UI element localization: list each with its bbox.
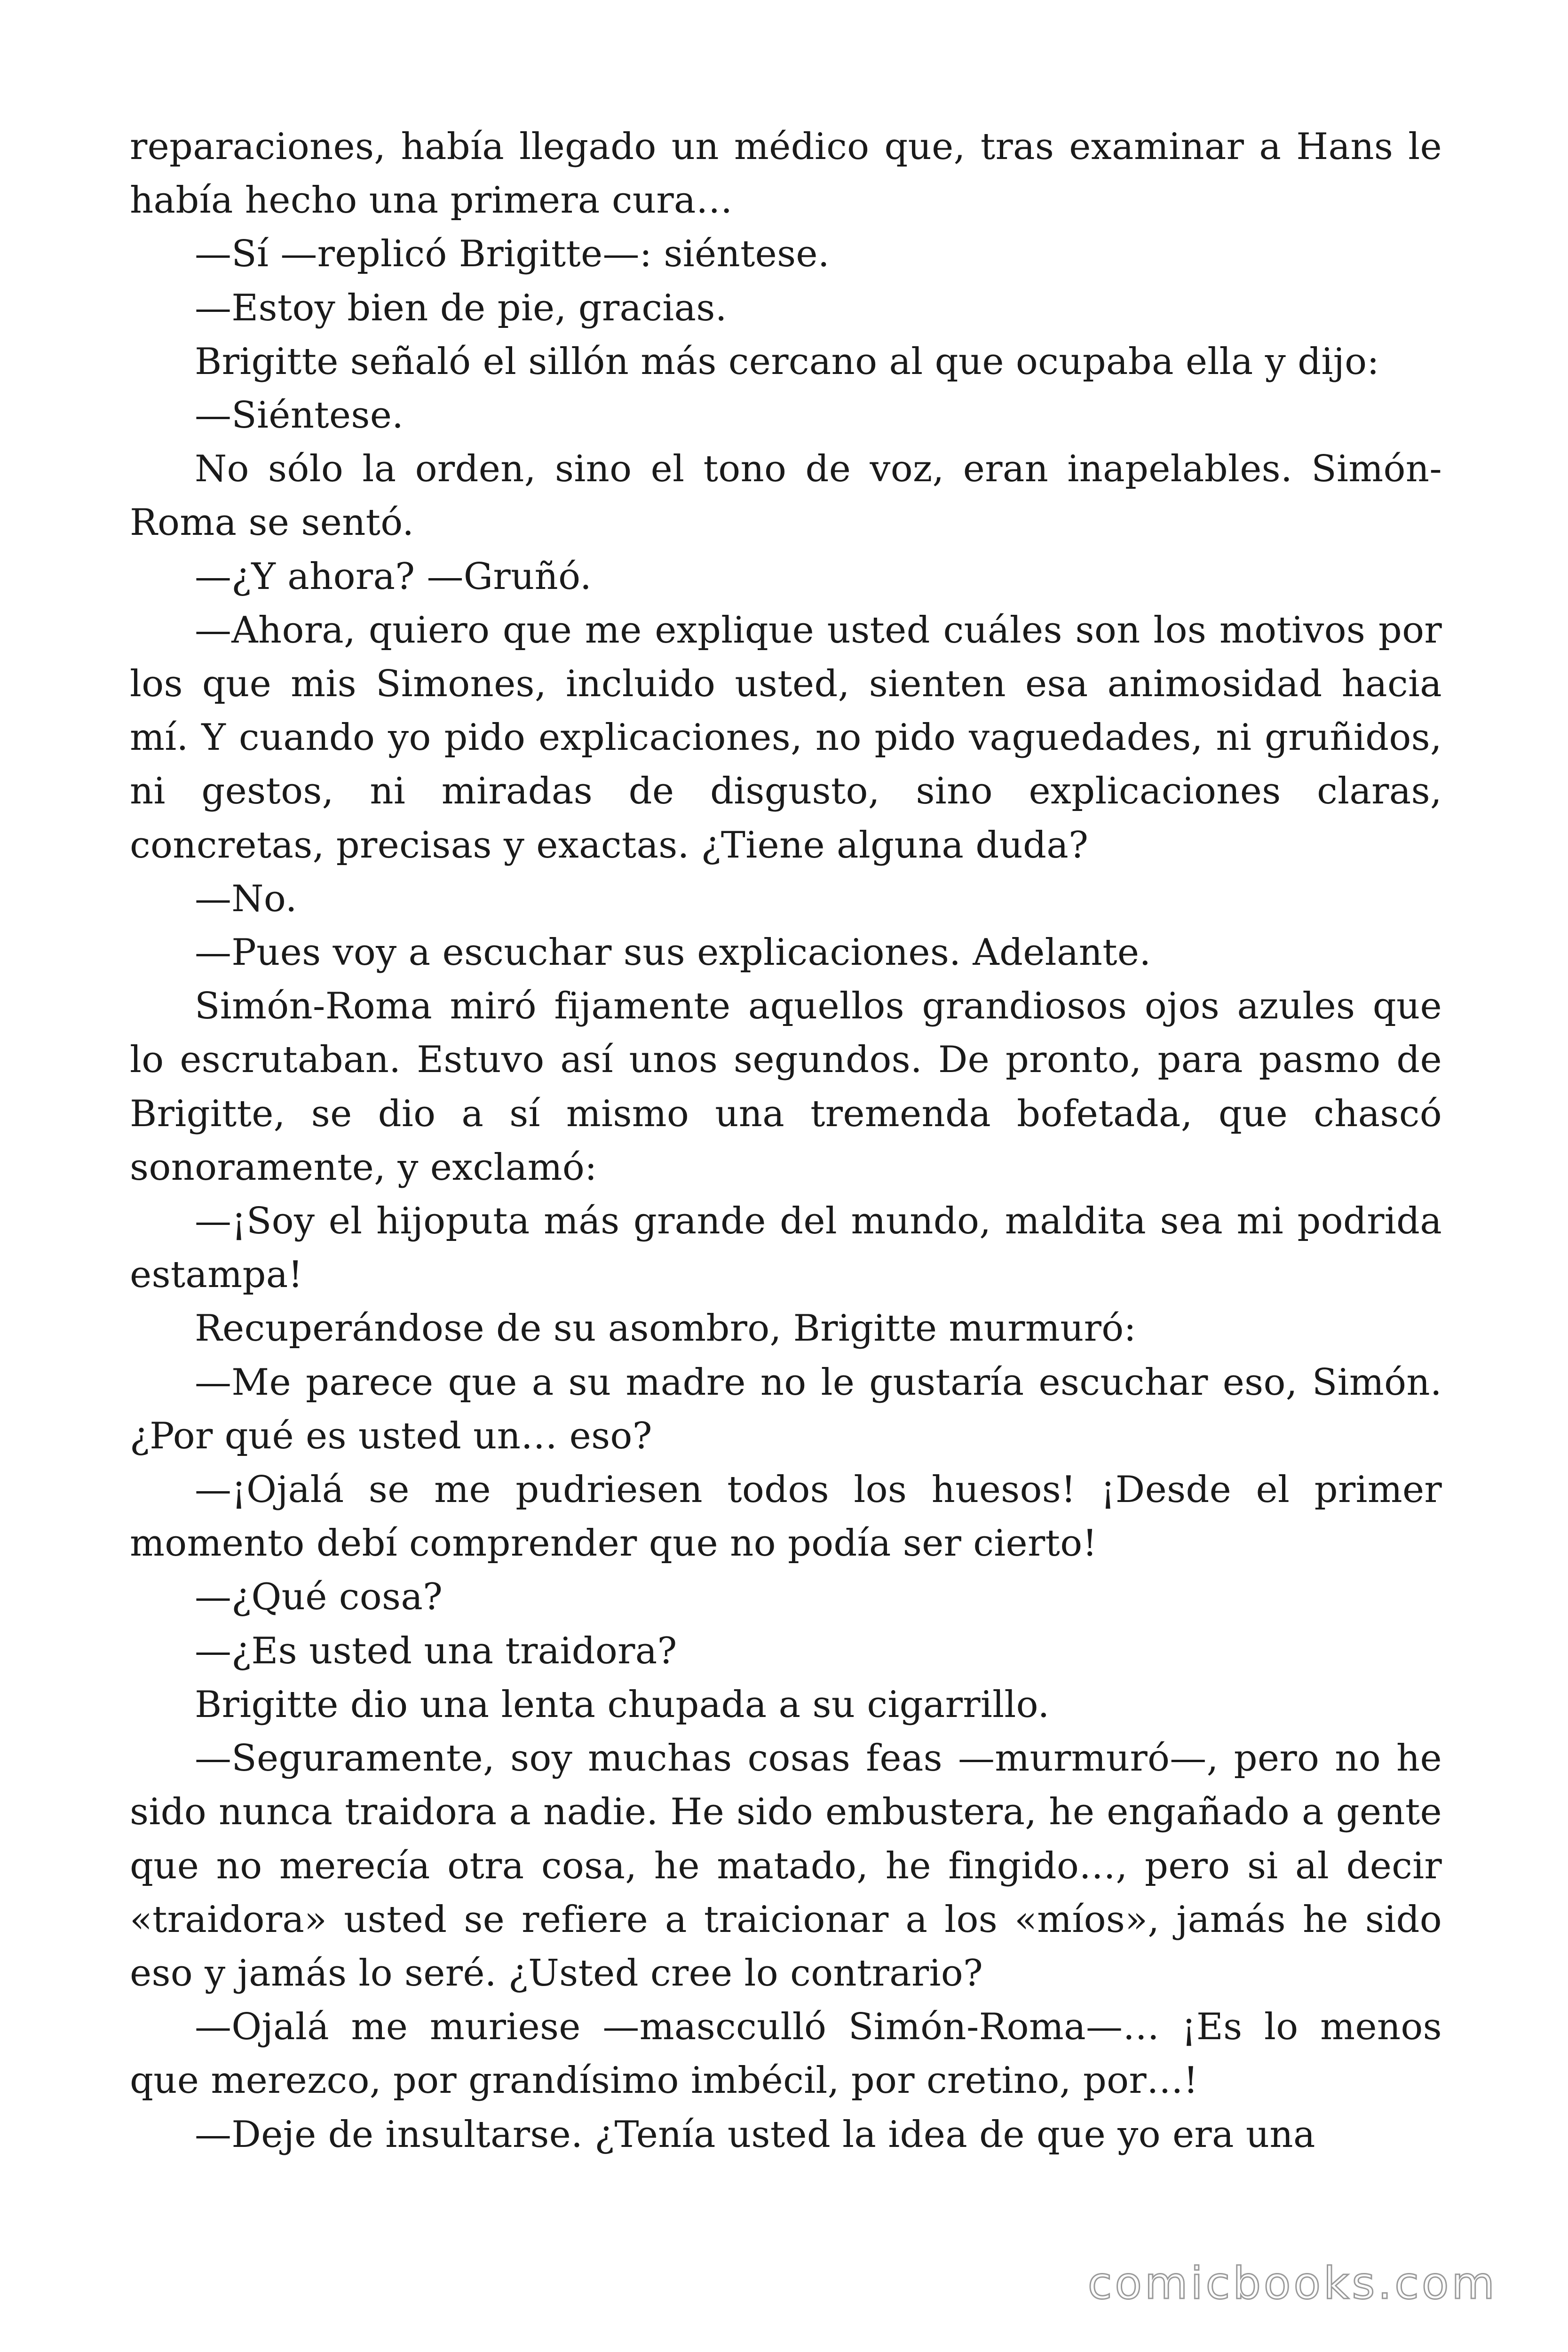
paragraph: —Seguramente, soy muchas cosas feas —murmuró—, pero no he sido nunca traidora a nadie. He sido embustera, he engañado a gente que no merecía otra cosa, he matado, he fingido…, pero si al decir «traidora» usted se refiere a traicionar a los «míos», jamás he sido eso y jamás lo seré. ¿Usted cree lo contrario? — [130, 1737, 1442, 1994]
paragraph: Recuperándose de su asombro, Brigitte murmuró: — [195, 1307, 1137, 1350]
paragraph: —Ahora, quiero que me explique usted cuáles son los motivos por los que mis Simones, incluido usted, sienten esa animosidad hacia mí. Y cuando yo pido explicaciones, no pido vaguedades, ni gruñidos, ni gestos, ni miradas de disgusto, sino explicaciones claras, concretas, precisas y exactas. ¿Tiene alguna duda? — [130, 609, 1442, 866]
paragraph: —No. — [195, 877, 297, 920]
paragraph: —Sí —replicó Brigitte—: siéntese. — [195, 233, 830, 276]
paragraph: —¡Ojalá se me pudriesen todos los huesos! ¡Desde el primer momento debí comprender que no podía ser cierto! — [130, 1469, 1442, 1565]
paragraph: —Pues voy a escuchar sus explicaciones. Adelante. — [195, 931, 1151, 974]
paragraph: —¿Y ahora? —Gruñó. — [195, 555, 592, 598]
paragraph: —¿Es usted una traidora? — [195, 1629, 677, 1672]
paragraph: Simón-Roma miró fijamente aquellos grandiosos ojos azules que lo escrutaban. Estuvo así unos segundos. De pronto, para pasmo de Brigitte, se dio a sí mismo una tremenda bofetada, que chascó sonoramente, y exclamó: — [130, 985, 1442, 1189]
paragraph: Brigitte dio una lenta chupada a su cigarrillo. — [195, 1683, 1050, 1726]
paragraph: reparaciones, había llegado un médico que, tras examinar a Hans le había hecho una primera cura… — [130, 126, 1442, 222]
paragraph: No sólo la orden, sino el tono de voz, eran inapelables. Simón-Roma se sentó. — [130, 448, 1442, 544]
watermark: comicbooks.com — [1087, 2258, 1497, 2309]
paragraph: —¿Qué cosa? — [195, 1576, 443, 1619]
paragraph: —Estoy bien de pie, gracias. — [195, 286, 727, 329]
paragraph: —Deje de insultarse. ¿Tenía usted la idea de que yo era una — [195, 2113, 1315, 2156]
paragraph: Brigitte señaló el sillón más cercano al que ocupaba ella y dijo: — [195, 340, 1379, 383]
paragraph: —¡Soy el hijoputa más grande del mundo, maldita sea mi podrida estampa! — [130, 1200, 1442, 1296]
paragraph: —Me parece que a su madre no le gustaría escuchar eso, Simón. ¿Por qué es usted un… eso? — [130, 1361, 1442, 1457]
paragraph: —Siéntese. — [195, 394, 404, 437]
body-text — [130, 120, 1442, 2161]
paragraph: —Ojalá me muriese —mascculló Simón-Roma—… ¡Es lo menos que merezco, por grandísimo imbécil, por cretino, por…! — [130, 2006, 1442, 2102]
